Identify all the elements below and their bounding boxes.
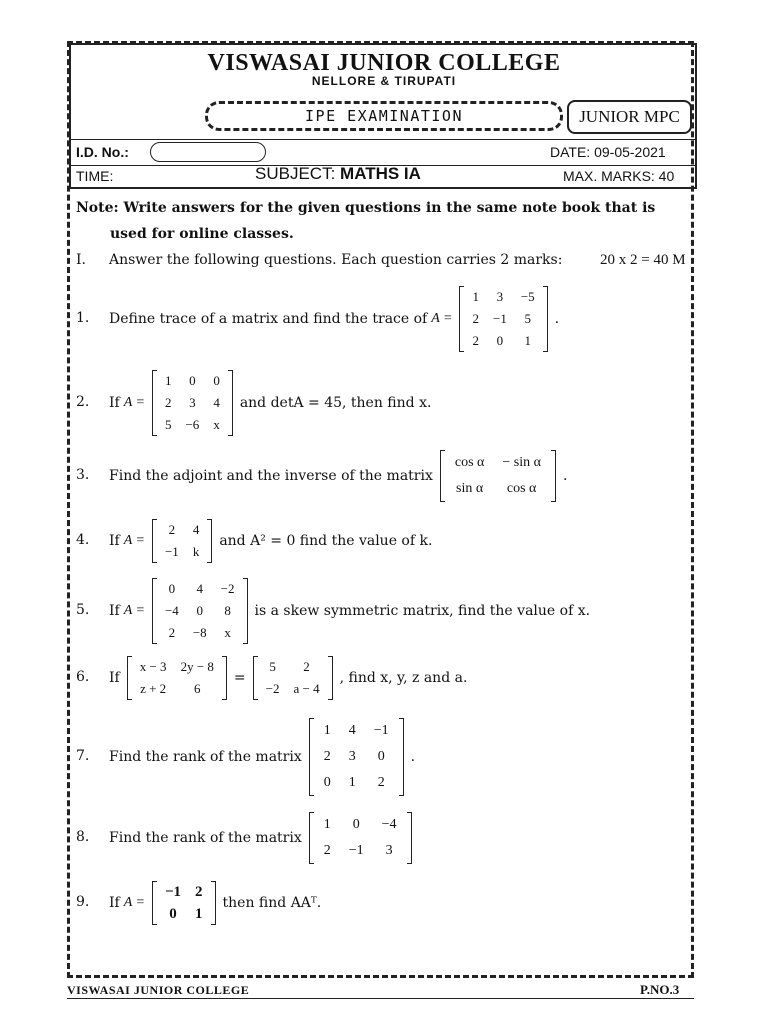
question-text-tail: . (554, 311, 560, 327)
matrix-cell: 3 (385, 843, 393, 858)
matrix (152, 578, 248, 644)
matrix-cell: 0 (213, 373, 220, 388)
time-label: TIME: (76, 168, 114, 184)
matrix-cell: cos α (454, 455, 485, 470)
matrix-cell: −5 (520, 289, 535, 304)
question-text: If (109, 395, 120, 411)
question-text: Define trace of a matrix and find the trace of (109, 311, 428, 327)
question-number: 3. (76, 467, 90, 483)
matrix-cell: 4 (348, 723, 356, 738)
question-number: 8. (76, 829, 90, 845)
matrix-variable: A = (123, 395, 145, 410)
matrix-cell: 4 (196, 581, 203, 596)
matrix-cell: 3 (496, 289, 504, 304)
stream-badge: JUNIOR MPC (567, 100, 692, 134)
question-number: 7. (76, 748, 90, 764)
footer-divider (67, 998, 694, 999)
matrix-cell: 0 (168, 581, 176, 596)
question-1 (109, 288, 559, 350)
matrix-cell: 1 (164, 373, 172, 388)
matrix-cell: 0 (496, 333, 504, 348)
matrix-cell: 4 (192, 522, 200, 537)
college-cities: NELLORE & TIRUPATI (311, 74, 457, 88)
matrix-cell: 1 (348, 775, 356, 790)
matrix-cell: sin α (456, 481, 484, 496)
max-marks: MAX. MARKS: 40 (563, 168, 675, 184)
matrix-cell: − sin α (502, 455, 541, 470)
equals-sign: = (233, 670, 246, 686)
question-text: If (109, 603, 120, 619)
matrix-cell: −1 (373, 723, 389, 738)
matrix-cell: k (192, 544, 200, 559)
matrix (152, 370, 233, 436)
matrix-cell: 0 (196, 603, 203, 618)
matrix-cell: −2 (220, 581, 235, 596)
question-3 (109, 455, 567, 497)
matrix-cell: 1 (472, 289, 479, 304)
matrix-cell: z + 2 (140, 681, 167, 696)
question-text: Find the rank of the matrix (109, 830, 302, 846)
id-number-field[interactable] (150, 142, 266, 162)
matrix-cell: −2 (265, 681, 280, 696)
matrix-cell: 8 (224, 603, 231, 618)
question-4 (109, 518, 432, 564)
matrix-cell: 0 (323, 775, 331, 790)
matrix (459, 286, 547, 352)
matrix-cell: 0 (377, 749, 385, 764)
question-5 (109, 580, 590, 642)
question-number: 5. (76, 602, 90, 618)
section-marks: 20 x 2 = 40 M (600, 252, 686, 268)
matrix-cell: 0 (169, 906, 177, 922)
note-label: Note (76, 200, 114, 216)
question-text-tail: , find x, y, z and a. (339, 670, 468, 686)
matrix-cell: cos α (506, 481, 537, 496)
subject-label: SUBJECT: (255, 164, 336, 183)
matrix-cell: 2 (168, 625, 176, 640)
matrix-cell: 3 (189, 395, 196, 410)
matrix-cell: 1 (524, 333, 531, 348)
matrix-cell: 5 (524, 311, 531, 326)
note-line-1: : Write answers for the given questions in the same note book that is (113, 200, 656, 216)
note-line-2: used for online classes. (110, 226, 294, 242)
matrix-cell: 2 (472, 333, 479, 348)
matrix-cell: a − 4 (293, 681, 320, 696)
matrix-cell: −1 (164, 544, 179, 559)
question-number: 6. (76, 669, 90, 685)
matrix-cell: 5 (269, 659, 276, 674)
matrix-cell: 3 (348, 749, 356, 764)
matrix-cell: 6 (193, 681, 201, 696)
matrix (127, 656, 227, 700)
matrix-variable: A = (123, 895, 145, 910)
question-text: If (109, 895, 120, 911)
subject-line (255, 164, 421, 184)
id-label: I.D. No.: (76, 144, 129, 160)
matrix-cell: −1 (164, 884, 182, 900)
matrix (440, 450, 556, 502)
matrix-variable: A = (431, 311, 453, 326)
section-instruction: Answer the following questions. Each question carries 2 marks: (109, 252, 563, 268)
matrix-cell: −1 (492, 311, 507, 326)
matrix-cell: x − 3 (139, 659, 167, 674)
exam-title: IPE EXAMINATION (205, 101, 563, 131)
question-9 (109, 877, 321, 929)
page-number: P.NO.3 (640, 982, 680, 997)
matrix-cell: 2 (168, 522, 176, 537)
question-7 (109, 722, 415, 792)
matrix-cell: 2y − 8 (180, 659, 214, 674)
question-number: 2. (76, 394, 90, 410)
matrix-cell: 4 (213, 395, 220, 410)
matrix-cell: 0 (352, 817, 360, 832)
matrix-cell: 2 (472, 311, 479, 326)
question-number: 1. (76, 310, 90, 326)
matrix-cell: −4 (164, 603, 179, 618)
matrix-cell: 0 (189, 373, 196, 388)
matrix (152, 519, 212, 563)
matrix-cell: 1 (323, 723, 331, 738)
question-8 (109, 815, 415, 861)
matrix-cell: x (224, 625, 231, 640)
matrix-cell: x (213, 417, 220, 432)
question-text: If (109, 533, 120, 549)
question-text: If (109, 670, 120, 686)
subject-name: MATHS IA (340, 164, 421, 183)
matrix-variable: A = (123, 603, 145, 618)
question-text-tail: . (562, 468, 568, 484)
question-6 (109, 655, 467, 701)
matrix-cell: 1 (195, 906, 203, 922)
note-block (76, 195, 696, 247)
footer-college: VISWASAI JUNIOR COLLEGE (67, 983, 250, 997)
question-text-tail: and A² = 0 find the value of k. (219, 533, 433, 549)
section-heading (76, 252, 696, 268)
college-name: VISWASAI JUNIOR COLLEGE (207, 50, 561, 76)
question-text: Find the rank of the matrix (109, 749, 302, 765)
matrix-cell: −8 (192, 625, 207, 640)
question-number: 4. (76, 532, 90, 548)
matrix-cell: −1 (348, 843, 364, 858)
matrix-cell: 2 (377, 775, 385, 790)
matrix-cell: 2 (323, 843, 331, 858)
question-text-tail: . (410, 749, 416, 765)
matrix-variable: A = (123, 533, 145, 548)
question-text: Find the adjoint and the inverse of the matrix (109, 468, 433, 484)
matrix (309, 812, 412, 864)
question-number: 9. (76, 894, 90, 910)
matrix-cell: −6 (185, 417, 200, 432)
matrix (309, 718, 404, 796)
question-text-tail: and detA = 45, then find x. (239, 395, 432, 411)
exam-date: DATE: 09-05-2021 (550, 144, 666, 160)
header-divider (69, 139, 697, 140)
question-2 (109, 372, 431, 434)
matrix-cell: 2 (323, 749, 331, 764)
matrix-cell: 2 (164, 395, 172, 410)
section-number: I. (76, 252, 86, 268)
matrix-cell: −4 (381, 817, 397, 832)
matrix-cell: 2 (303, 659, 310, 674)
matrix-cell: 2 (195, 884, 203, 900)
question-text-tail: is a skew symmetric matrix, find the value of x. (254, 603, 591, 619)
matrix (253, 656, 333, 700)
question-text-tail: then find AAᵀ. (222, 895, 322, 911)
matrix-cell: 5 (164, 417, 172, 432)
matrix (152, 881, 216, 925)
matrix-cell: 1 (323, 817, 331, 832)
